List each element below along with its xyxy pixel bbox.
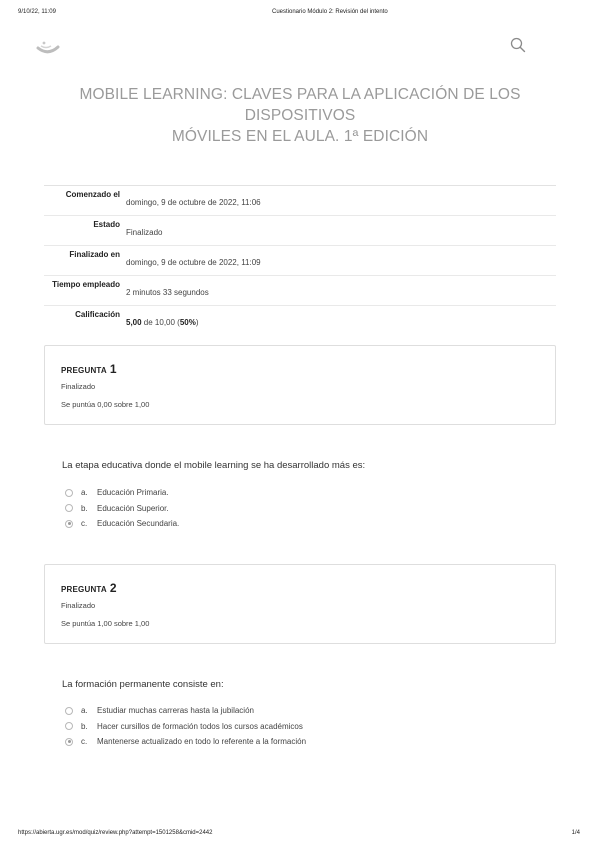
question-label: PREGUNTA [61, 585, 107, 594]
print-footer [0, 830, 600, 840]
question-heading [61, 362, 117, 376]
answer-option[interactable] [65, 485, 179, 501]
question-number: 2 [109, 581, 117, 595]
grade-of-text: de 10,00 ( [141, 318, 180, 327]
answer-option[interactable] [65, 516, 179, 532]
radio-button[interactable] [65, 504, 73, 512]
summary-row-finished [44, 246, 556, 276]
question-label: PREGUNTA [61, 366, 107, 375]
question-heading [61, 581, 117, 595]
radio-button-selected[interactable] [65, 738, 73, 746]
grade-percent: 50% [179, 318, 196, 327]
summary-row-state [44, 216, 556, 246]
print-url: https://abierta.ugr.es/mod/quiz/review.php?attempt=1501258&cmid=2442 [18, 830, 213, 836]
search-icon[interactable] [510, 37, 526, 53]
answer-letter: c. [81, 737, 88, 747]
course-title-line-1: MOBILE LEARNING: CLAVES PARA LA APLICACIÓN DE LOS DISPOSITIVOS [79, 86, 521, 124]
answer-letter: a. [81, 488, 88, 498]
answer-text: Mantenerse actualizado en todo lo referente a la formación [97, 737, 307, 747]
question-text: La etapa educativa donde el mobile learning se ha desarrollado más es: [62, 460, 366, 471]
answer-letter: c. [81, 519, 88, 529]
print-date: 9/10/22, 11:09 [18, 9, 56, 15]
summary-row-grade [44, 306, 556, 336]
print-header [0, 9, 600, 19]
answer-list [65, 703, 306, 750]
radio-button[interactable] [65, 489, 73, 497]
course-title [30, 84, 570, 147]
summary-label: Estado [93, 220, 120, 229]
answer-option[interactable] [65, 501, 179, 517]
answer-list [65, 485, 179, 532]
grade-value [120, 306, 199, 336]
question-state: Finalizado [61, 382, 96, 391]
attempt-summary-table [44, 185, 556, 336]
summary-row-time [44, 276, 556, 306]
answer-option[interactable] [65, 719, 306, 735]
summary-label: Tiempo empleado [52, 280, 120, 289]
site-logo-icon[interactable] [36, 38, 60, 56]
summary-value: domingo, 9 de octubre de 2022, 11:09 [126, 258, 261, 267]
grade-score: 5,00 [126, 318, 142, 327]
answer-text: Estudiar muchas carreras hasta la jubilación [97, 706, 254, 716]
summary-value: domingo, 9 de octubre de 2022, 11:06 [126, 198, 261, 207]
summary-label: Finalizado en [69, 250, 120, 259]
answer-text: Educación Secundaria. [97, 519, 180, 529]
course-title-line-2: MÓVILES EN EL AULA. 1ª EDICIÓN [171, 128, 429, 145]
print-doc-title: Cuestionario Módulo 2: Revisión del intento [272, 9, 388, 15]
answer-letter: b. [81, 503, 88, 513]
radio-button[interactable] [65, 707, 73, 715]
summary-value: Finalizado [126, 228, 163, 237]
summary-label: Calificación [75, 310, 120, 319]
summary-value: 2 minutos 33 segundos [126, 288, 209, 297]
answer-option[interactable] [65, 703, 306, 719]
answer-letter: a. [81, 706, 88, 716]
grade-close: ) [195, 318, 199, 327]
answer-text: Hacer cursillos de formación todos los cursos académicos [97, 721, 303, 731]
answer-option[interactable] [65, 734, 306, 750]
question-grade: Se puntúa 0,00 sobre 1,00 [61, 400, 150, 409]
answer-text: Educación Primaria. [97, 488, 169, 498]
question-text: La formación permanente consiste en: [62, 679, 224, 690]
answer-text: Educación Superior. [97, 503, 169, 513]
question-info-box [44, 345, 556, 425]
question-info-box [44, 564, 556, 644]
answer-letter: b. [81, 721, 88, 731]
radio-button[interactable] [65, 722, 73, 730]
question-state: Finalizado [61, 601, 96, 610]
summary-label: Comenzado el [65, 190, 120, 199]
question-grade: Se puntúa 1,00 sobre 1,00 [61, 619, 150, 628]
question-number: 1 [109, 362, 117, 376]
print-page-number: 1/4 [571, 830, 580, 836]
radio-button-selected[interactable] [65, 520, 73, 528]
summary-row-started [44, 186, 556, 216]
